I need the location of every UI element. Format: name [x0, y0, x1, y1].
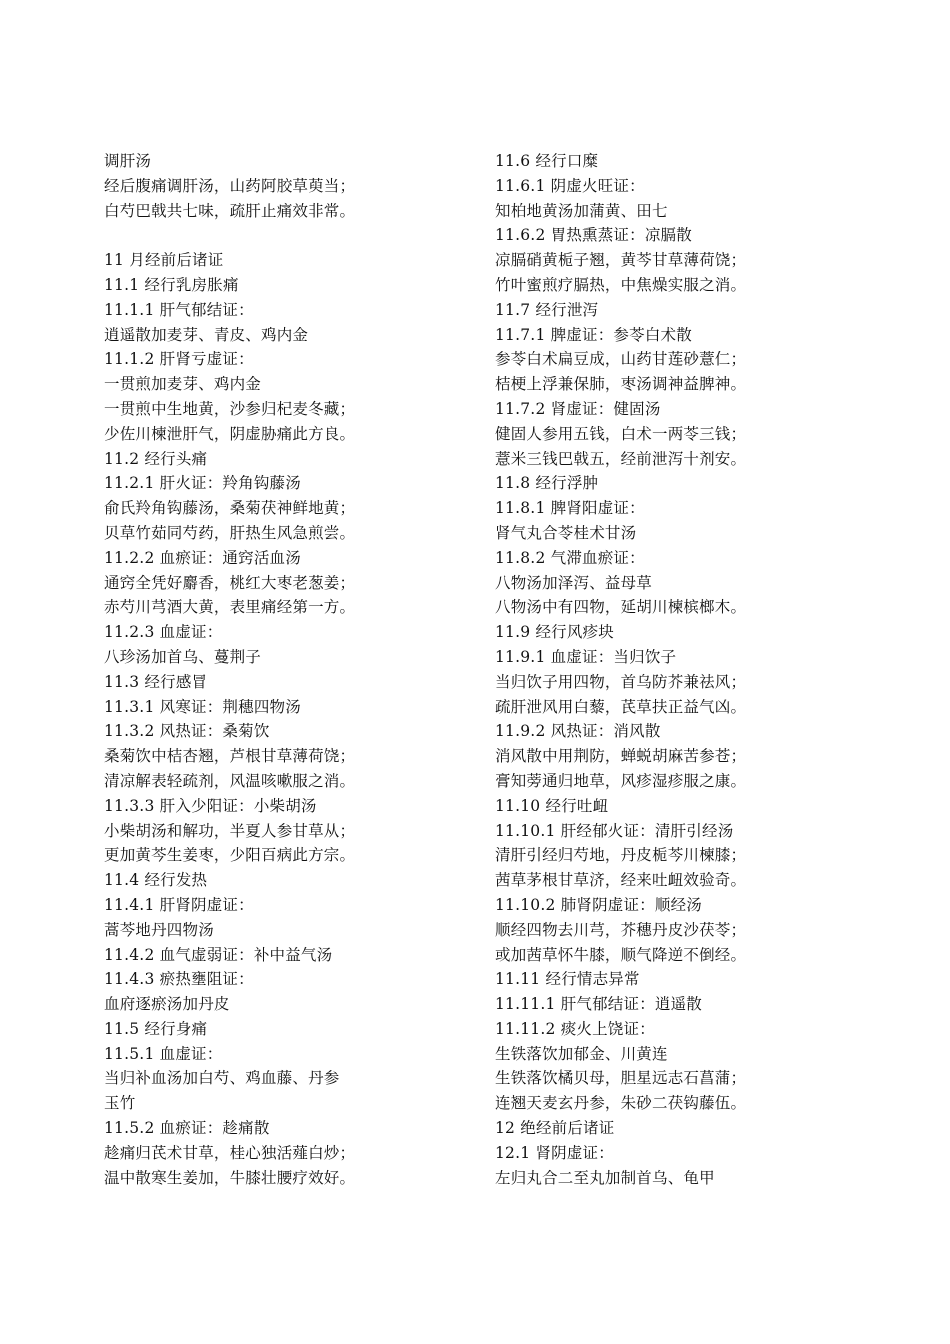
left-column-line: 11.4 经行发热	[104, 871, 208, 890]
left-column-line: 11.4.2 血气虚弱证：补中益气汤	[104, 945, 333, 964]
left-column-line: 清凉解表轻疏剂，风温咳嗽服之消。	[104, 771, 356, 790]
left-column-line: 俞氏羚角钩藤汤，桑菊茯神鲜地黄；	[104, 499, 356, 518]
left-column-line: 11.1.2 肝肾亏虚证：	[104, 350, 254, 369]
left-column-line: 11.2.1 肝火证：羚角钩藤汤	[104, 474, 301, 493]
left-column-line: 11.4.1 肝肾阴虚证：	[104, 895, 254, 914]
right-column-line: 12 绝经前后诸证	[495, 1119, 615, 1138]
left-column-line: 白芍巴戟共七味，疏肝止痛效非常。	[104, 201, 356, 220]
right-column-line: 11.11.2 痰火上饶证：	[495, 1019, 655, 1038]
right-column-line: 疏肝泄风用白藜，芪草扶正益气凶。	[495, 697, 747, 716]
left-text-column	[104, 149, 484, 1190]
right-column-line: 八物汤加泽泻、益母草	[495, 573, 653, 592]
right-column-line: 知柏地黄汤加蒲黄、田七	[495, 201, 668, 220]
left-column-line: 玉竹	[104, 1094, 136, 1113]
left-column-line: 贝草竹茹同芍药，肝热生风急煎尝。	[104, 523, 356, 542]
left-column-line: 经后腹痛调肝汤，山药阿胶草萸当；	[104, 176, 356, 195]
right-column-line: 当归饮子用四物，首乌防芥兼祛风；	[495, 672, 747, 691]
left-column-line: 11.2 经行头痛	[104, 449, 208, 468]
left-column-line: 11.5.1 血虚证：	[104, 1044, 223, 1063]
right-column-line: 或加茜草怀牛膝，顺气降逆不倒经。	[495, 945, 747, 964]
left-column-line: 八珍汤加首乌、蔓荆子	[104, 647, 262, 666]
right-column-line: 11.10.2 肺肾阴虚证：顺经汤	[495, 895, 702, 914]
right-column-line: 生铁落饮橘贝母，胆星远志石菖蒲；	[495, 1069, 747, 1088]
left-column-line: 桑菊饮中桔杏翘，芦根甘草薄荷饶；	[104, 747, 356, 766]
right-column-line: 桔梗上浮兼保肺，枣汤调神益脾神。	[495, 375, 747, 394]
left-column-line: 蒿芩地丹四物汤	[104, 920, 214, 939]
left-column-line: 一贯煎中生地黄，沙参归杞麦冬藏；	[104, 399, 356, 418]
left-column-line: 11.4.3 瘀热壅阻证：	[104, 970, 254, 989]
right-column-line: 11.6 经行口糜	[495, 152, 599, 170]
right-column-line: 11.6.1 阴虚火旺证：	[495, 176, 645, 195]
right-column-line: 11.8.1 脾肾阳虚证：	[495, 499, 645, 518]
right-column-line: 11.7.2 肾虚证：健固汤	[495, 399, 661, 418]
right-column-line: 清肝引经归芍地，丹皮栀芩川楝膝；	[495, 846, 747, 865]
left-column-line: 11.5.2 血瘀证：趁痛散	[104, 1119, 270, 1138]
left-column-line: 一贯煎加麦芽、鸡内金	[104, 375, 262, 394]
right-column-line: 竹叶蜜煎疗膈热，中焦燥实服之消。	[495, 275, 747, 294]
right-column-line: 11.7.1 脾虚证：参苓白术散	[495, 325, 692, 344]
right-column-line: 消风散中用荆防，蝉蜕胡麻苦参苍；	[495, 747, 747, 766]
right-text-column	[495, 149, 895, 1190]
right-column-line: 茜草茅根甘草济，经来吐衄效验奇。	[495, 871, 747, 890]
right-column-line: 薏米三钱巴戟五，经前泄泻十剂安。	[495, 449, 747, 468]
left-column-line: 11.3.2 风热证：桑菊饮	[104, 722, 270, 741]
left-column-line: 赤芍川芎酒大黄，表里痛经第一方。	[104, 598, 356, 617]
right-column-line: 11.7 经行泄泻	[495, 300, 599, 319]
right-column-line: 11.8.2 气滞血瘀证：	[495, 548, 645, 567]
left-column-line: 少佐川楝泄肝气，阴虚胁痛此方良。	[104, 424, 356, 443]
left-column-line: 11.3.3 肝入少阳证：小柴胡汤	[104, 796, 317, 815]
right-column-line: 参苓白术扁豆成，山药甘莲砂薏仁；	[495, 350, 747, 369]
right-column-line: 11.9 经行风疹块	[495, 623, 614, 642]
left-column-line: 当归补血汤加白芍、鸡血藤、丹参	[104, 1069, 340, 1088]
left-column-line: 逍遥散加麦芽、青皮、鸡内金	[104, 325, 309, 344]
right-column-line: 11.6.2 胃热熏蒸证：凉膈散	[495, 226, 692, 245]
right-column-line: 健固人参用五钱，白术一两苓三钱；	[495, 424, 747, 443]
left-column-line: 小柴胡汤和解功，半夏人参甘草从；	[104, 821, 356, 840]
left-column-line: 通窍全凭好麝香，桃红大枣老葱姜；	[104, 573, 356, 592]
right-column-line: 八物汤中有四物，延胡川楝槟榔木。	[495, 598, 747, 617]
right-column-line: 凉膈硝黄栀子翘，黄芩甘草薄荷饶；	[495, 251, 747, 270]
right-column-line: 左归丸合二至丸加制首乌、龟甲	[495, 1168, 715, 1187]
right-column-line: 顺经四物去川芎，芥穗丹皮沙茯苓；	[495, 920, 747, 939]
right-column-line: 11.10.1 肝经郁火证：清肝引经汤	[495, 821, 734, 840]
right-column-line: 11.8 经行浮肿	[495, 474, 599, 493]
left-column-line: 11.2.3 血虚证：	[104, 623, 223, 642]
left-column-line: 11.1.1 肝气郁结证：	[104, 300, 254, 319]
right-column-line: 11.11.1 肝气郁结证：逍遥散	[495, 995, 702, 1014]
right-column-line: 11.9.2 风热证：消风散	[495, 722, 661, 741]
right-column-line: 11.11 经行情志异常	[495, 970, 640, 989]
left-column-line	[104, 223, 484, 248]
left-column-line: 11.3.1 风寒证：荆穗四物汤	[104, 697, 301, 716]
left-column-line: 调肝汤	[104, 152, 152, 170]
left-column-line: 11.1 经行乳房胀痛	[104, 275, 239, 294]
left-column-line: 趁痛归芪术甘草，桂心独活薤白炒；	[104, 1143, 356, 1162]
right-column-line: 膏知蒡通归地草，风疹湿疹服之康。	[495, 771, 747, 790]
left-column-line: 温中散寒生姜加，牛膝壮腰疗效好。	[104, 1168, 356, 1187]
left-column-line: 11.5 经行身痛	[104, 1019, 208, 1038]
left-column-line: 更加黄芩生姜枣，少阳百病此方宗。	[104, 846, 356, 865]
left-column-line: 血府逐瘀汤加丹皮	[104, 995, 230, 1014]
right-column-line: 连翘天麦玄丹参，朱砂二茯钩藤伍。	[495, 1094, 747, 1113]
left-column-line: 11.3 经行感冒	[104, 672, 208, 691]
left-column-line: 11 月经前后诸证	[104, 251, 224, 270]
right-column-line: 12.1 肾阴虚证：	[495, 1143, 614, 1162]
right-column-line: 11.9.1 血虚证：当归饮子	[495, 647, 677, 666]
right-column-line: 肾气丸合苓桂术甘汤	[495, 523, 637, 542]
right-column-line: 11.10 经行吐衄	[495, 796, 609, 815]
left-column-line: 11.2.2 血瘀证：通窍活血汤	[104, 548, 301, 567]
right-column-line: 生铁落饮加郁金、川黄连	[495, 1044, 668, 1063]
